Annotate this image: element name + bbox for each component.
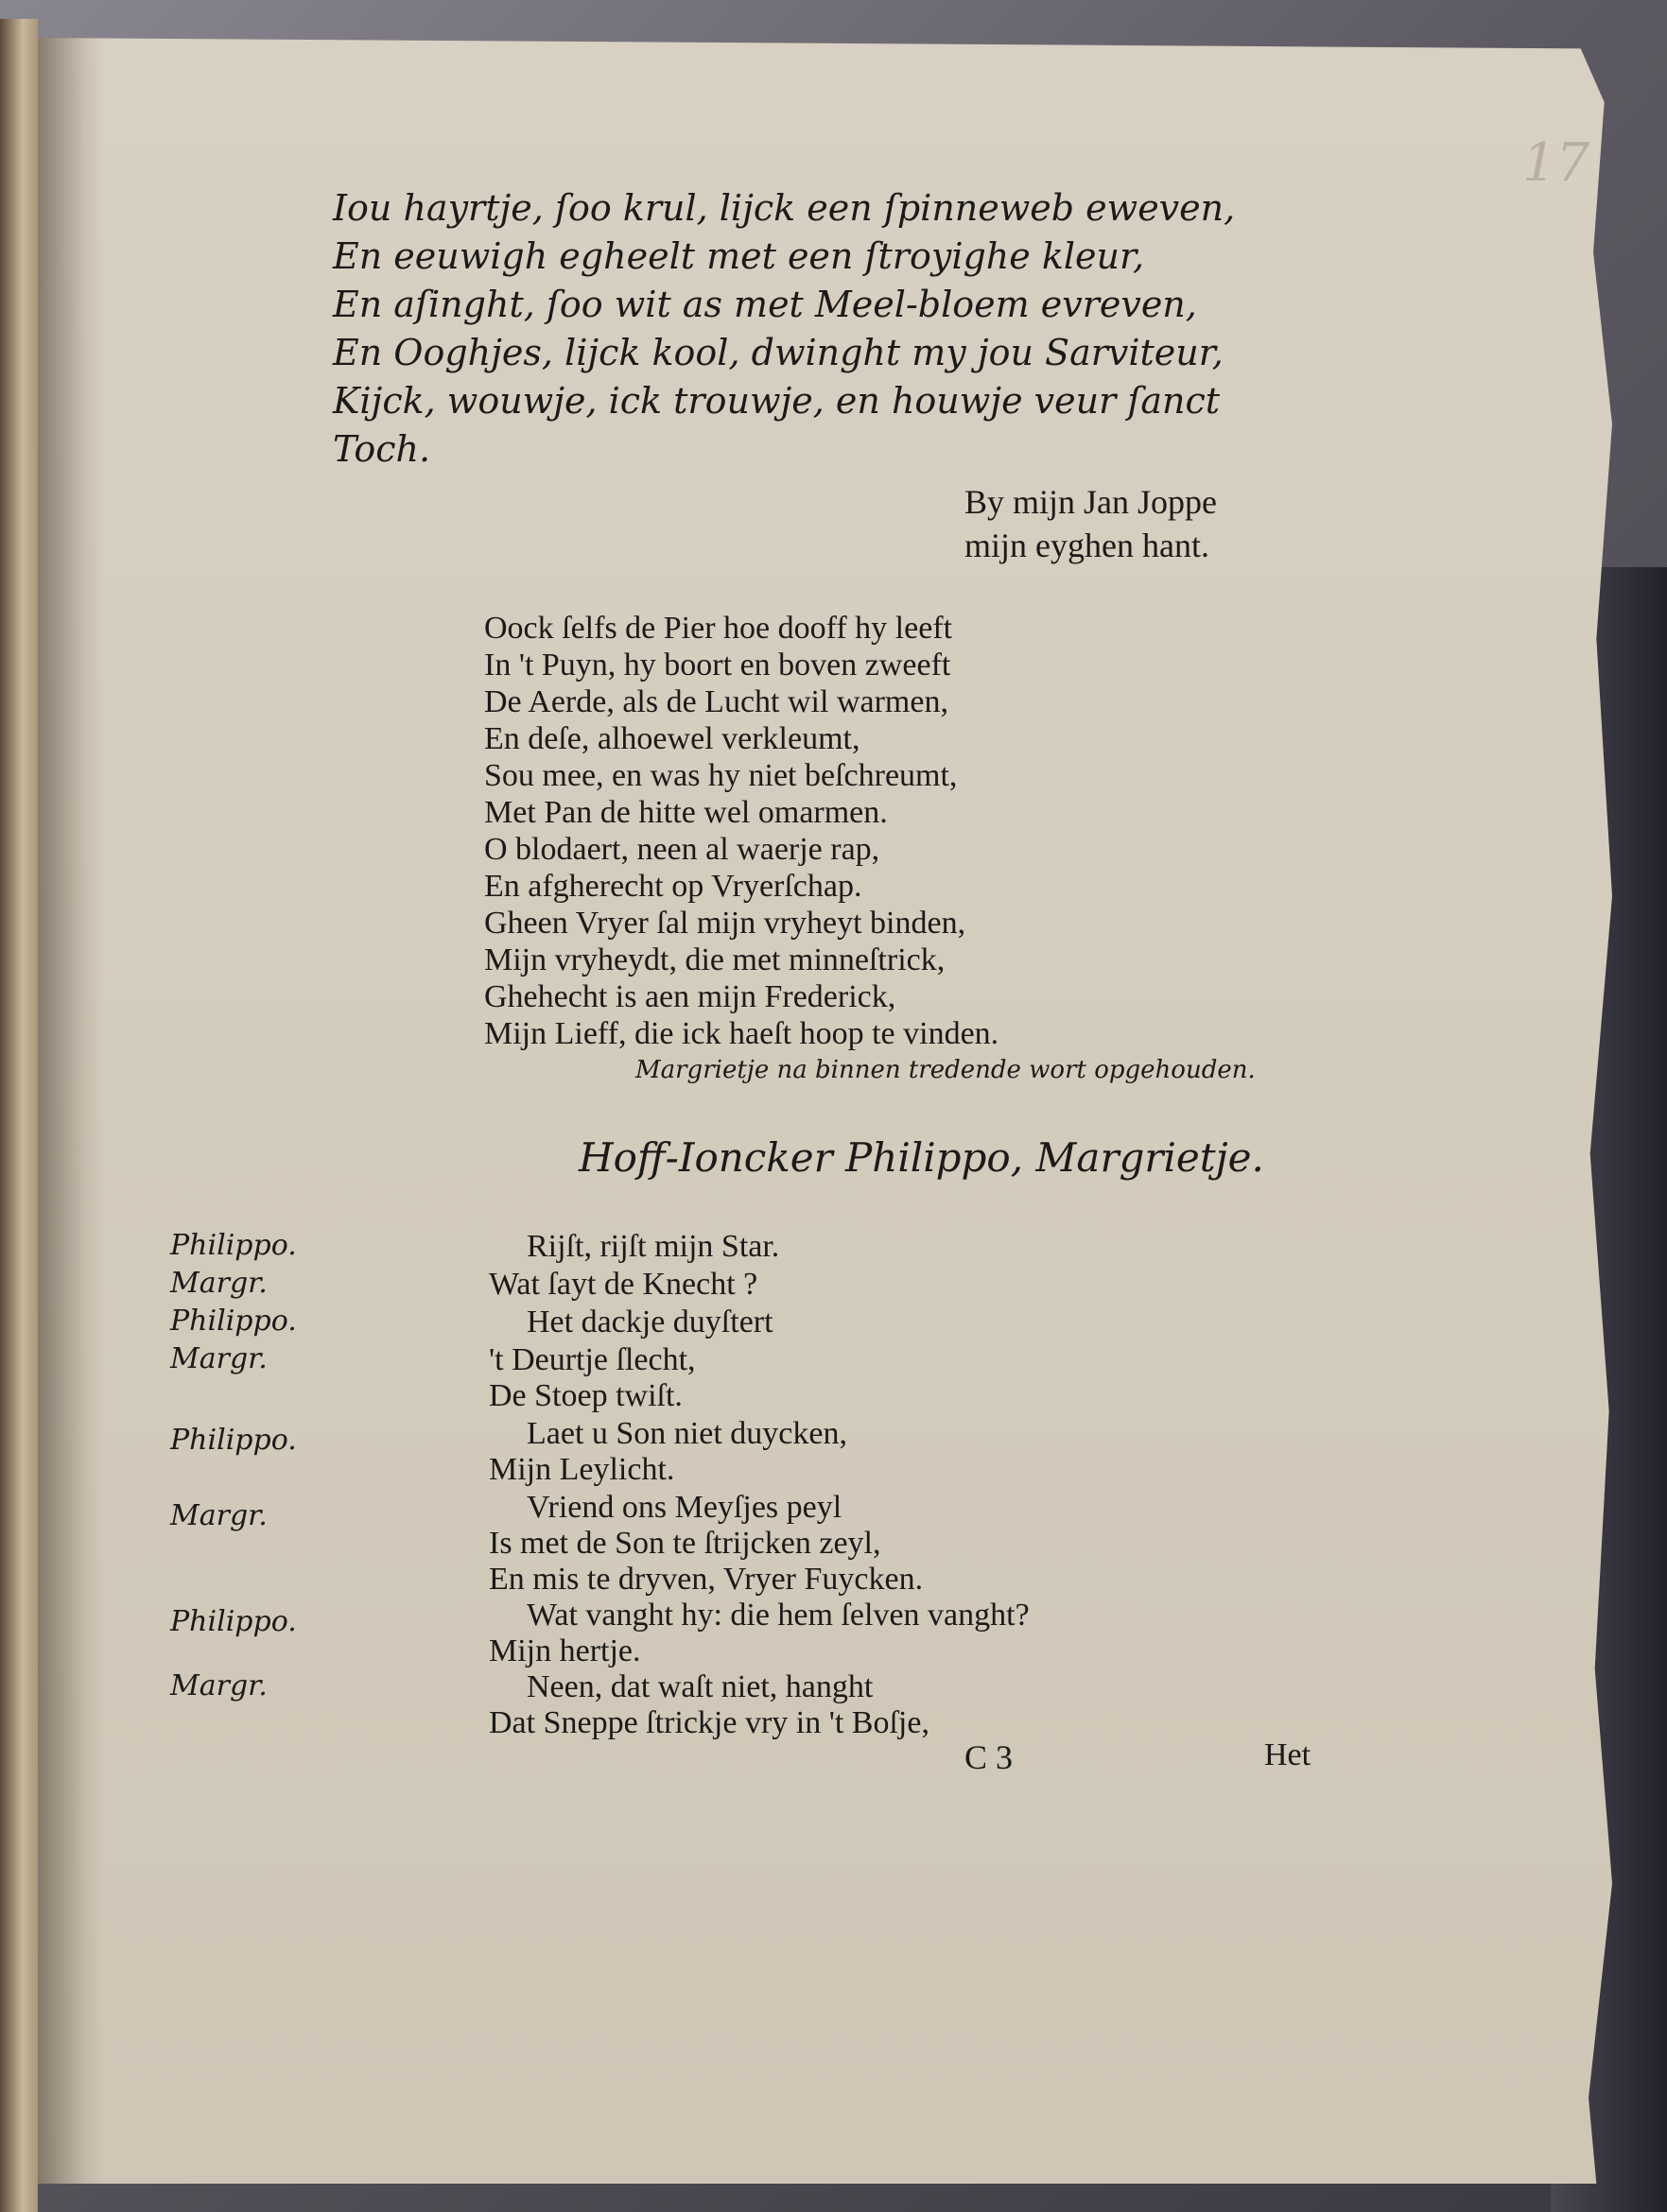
- signature-line: mijn eyghen hant.: [964, 527, 1209, 564]
- signature-mark: C 3: [964, 1738, 1014, 1776]
- dialogue-line: Laet u Son niet duycken,: [527, 1416, 847, 1451]
- poem-line: De Aerde, als de Lucht wil warmen,: [484, 684, 948, 719]
- page-gutter: [38, 38, 104, 2184]
- speaker-name: Philippo.: [170, 1305, 297, 1338]
- dialogue-line: Dat Sneppe ſtrickje vry in 't Boſje,: [489, 1705, 929, 1740]
- verse-line: En aſinght, ſoo wit as met Meel-bloem evreven,: [333, 284, 1197, 325]
- poem-line: En deſe, alhoewel verkleumt,: [484, 721, 860, 756]
- speaker-name: Margr.: [170, 1499, 268, 1532]
- italic-verse: [333, 184, 1235, 474]
- dialogue-line: De Stoep twiſt.: [489, 1378, 683, 1413]
- poem-line: Mijn vryheydt, die met minneſtrick,: [484, 942, 946, 977]
- dialogue-line: Vriend ons Meyſjes peyl: [527, 1490, 842, 1525]
- poem-line: Mijn Lieff, die ick haeſt hoop te vinden.: [484, 1016, 999, 1051]
- verse-line: En Ooghjes, lijck kool, dwinght my jou Sarviteur,: [333, 332, 1224, 373]
- poem-line: En afgherecht op Vryerſchap.: [484, 869, 862, 904]
- poem-line: Gheen Vryer ſal mijn vryheyt binden,: [484, 906, 966, 941]
- poem-line: Met Pan de hitte wel omarmen.: [484, 795, 888, 830]
- poem-line: Oock ſelfs de Pier hoe dooff hy leeft: [484, 611, 953, 646]
- facing-page-edge: [0, 19, 38, 2212]
- dialogue-line: Rijſt, rijſt mijn Star.: [527, 1229, 780, 1264]
- speaker-name: Margr.: [170, 1669, 268, 1702]
- dialogue-line: Neen, dat waſt niet, hanght: [527, 1669, 874, 1704]
- dialogue-line: Mijn Leylicht.: [489, 1452, 675, 1487]
- verse-line: Iou hayrtje, ſoo krul, lijck een ſpinneweb eweven,: [333, 187, 1236, 229]
- poem-line: Sou mee, en was hy niet beſchreumt,: [484, 758, 958, 793]
- speaker-name: Philippo.: [170, 1229, 297, 1262]
- speaker-name: Margr.: [170, 1267, 268, 1300]
- dialogue-line: Mijn hertje.: [489, 1633, 641, 1668]
- scene-heading: Hoff-Ioncker Philippo, Margrietje.: [579, 1134, 1264, 1181]
- folio-number: 17: [1522, 132, 1590, 194]
- verse-line: Kijck, wouwje, ick trouwje, en houwje veur ſanct: [333, 380, 1221, 422]
- dialogue-line: Wat vanght hy: die hem ſelven vanght?: [527, 1598, 1030, 1633]
- speaker-name: Margr.: [170, 1342, 268, 1375]
- speaker-name: Philippo.: [170, 1605, 297, 1638]
- stage-direction: Margrietje na binnen tredende wort opgehouden.: [635, 1056, 1256, 1084]
- verse-line: Toch.: [333, 428, 431, 470]
- letter-signature: [964, 480, 1217, 567]
- dialogue-line: 't Deurtje ſlecht,: [489, 1342, 696, 1377]
- speaker-name: Philippo.: [170, 1424, 297, 1457]
- dialogue-line: En mis te dryven, Vryer Fuycken.: [489, 1562, 924, 1597]
- poem-line: Ghehecht is aen mijn Frederick,: [484, 979, 896, 1014]
- dialogue-line: Wat ſayt de Knecht ?: [489, 1267, 758, 1302]
- verse-line: En eeuwigh egheelt met een ſtroyighe kleur,: [333, 235, 1145, 277]
- poem-line: O blodaert, neen al waerje rap,: [484, 832, 880, 867]
- poem-line: In 't Puyn, hy boort en boven zweeft: [484, 648, 951, 683]
- signature-line: By mijn Jan Joppe: [964, 483, 1217, 521]
- catchword: Het: [1264, 1737, 1311, 1772]
- dialogue-line: Is met de Son te ſtrijcken zeyl,: [489, 1526, 881, 1561]
- poem-stanza: [484, 610, 998, 1052]
- dialogue-line: Het dackje duyſtert: [527, 1305, 773, 1339]
